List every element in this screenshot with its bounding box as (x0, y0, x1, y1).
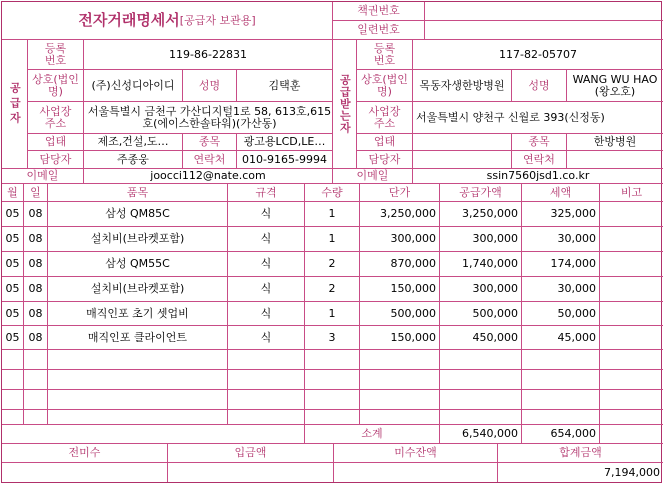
row-tax: 30,000 (522, 277, 600, 302)
row-spec (228, 390, 305, 410)
buyer-biz-type-label: 업태 (357, 134, 413, 151)
transaction-statement (1, 1, 662, 483)
row-qty (305, 350, 360, 370)
row-qty (305, 410, 360, 425)
row-qty: 1 (305, 227, 360, 252)
row-supply: 300,000 (440, 227, 522, 252)
buyer-item-label: 종목 (512, 134, 567, 151)
subtotal-label: 소계 (305, 425, 440, 444)
supplier-reg-no: 119-86-22831 (84, 40, 333, 70)
row-day: 08 (24, 252, 48, 277)
row-day (24, 350, 48, 370)
row-item-name: 삼성 QM55C (48, 252, 228, 277)
buyer-name-label: 상호(법인명) (357, 70, 413, 102)
row-unit-price (360, 350, 440, 370)
row-note (600, 202, 663, 227)
row-tax: 325,000 (522, 202, 600, 227)
row-day (24, 410, 48, 425)
row-supply: 500,000 (440, 302, 522, 326)
document-title (2, 2, 333, 40)
row-note (600, 227, 663, 252)
row-spec: 식 (228, 326, 305, 350)
row-day: 08 (24, 202, 48, 227)
row-spec: 식 (228, 277, 305, 302)
serial-no-label: 일련번호 (333, 21, 425, 40)
row-note (600, 350, 663, 370)
buyer-name: 목동자생한방병원 (413, 70, 512, 102)
buyer-side-label: 공급받는자 (333, 40, 357, 169)
supplier-contact-label: 연락처 (183, 151, 237, 169)
buyer-manager (413, 151, 512, 169)
row-unit-price: 150,000 (360, 326, 440, 350)
row-tax: 30,000 (522, 227, 600, 252)
buyer-email[interactable]: ssin7560jsd1.co.kr (413, 169, 663, 184)
buyer-reg-no-label: 등록번호 (357, 40, 413, 70)
buyer-rep-label: 성명 (512, 70, 567, 102)
buyer-contact (567, 151, 663, 169)
row-qty (305, 370, 360, 390)
subtotal-blank (2, 425, 305, 444)
supplier-address-label: 사업장주소 (28, 102, 84, 134)
row-supply: 1,740,000 (440, 252, 522, 277)
row-item-name (48, 390, 228, 410)
supplier-item: 광고용LCD,LE… (237, 134, 333, 151)
unpaid-value (334, 463, 498, 482)
row-note (600, 370, 663, 390)
row-month: 05 (2, 227, 24, 252)
row-day (24, 390, 48, 410)
row-item-name: 설치비(브라켓포함) (48, 227, 228, 252)
row-spec (228, 350, 305, 370)
row-tax: 174,000 (522, 252, 600, 277)
buyer-manager-label: 담당자 (357, 151, 413, 169)
row-item-name: 매직인포 클라이언트 (48, 326, 228, 350)
row-month: 05 (2, 326, 24, 350)
row-spec: 식 (228, 227, 305, 252)
row-spec: 식 (228, 302, 305, 326)
subtotal-tax: 654,000 (522, 425, 600, 444)
row-note (600, 326, 663, 350)
serial-no-value (425, 21, 663, 40)
row-spec (228, 410, 305, 425)
row-unit-price: 3,250,000 (360, 202, 440, 227)
row-month: 05 (2, 202, 24, 227)
row-qty: 3 (305, 326, 360, 350)
col-tax-header: 세액 (522, 184, 600, 202)
col-note-header: 비고 (600, 184, 663, 202)
row-tax: 45,000 (522, 326, 600, 350)
row-supply: 450,000 (440, 326, 522, 350)
row-month (2, 410, 24, 425)
supplier-reg-no-label: 등록번호 (28, 40, 84, 70)
col-unit-price-header: 단가 (360, 184, 440, 202)
row-spec: 식 (228, 252, 305, 277)
row-item-name (48, 410, 228, 425)
row-tax: 50,000 (522, 302, 600, 326)
book-no-label: 책권번호 (333, 2, 425, 21)
row-spec: 식 (228, 202, 305, 227)
row-day: 08 (24, 302, 48, 326)
row-item-name (48, 370, 228, 390)
row-item-name: 설치비(브라켓포함) (48, 277, 228, 302)
row-note (600, 252, 663, 277)
row-day (24, 370, 48, 390)
col-item-header: 품목 (48, 184, 228, 202)
row-spec (228, 370, 305, 390)
supplier-side-label: 공급자 (2, 40, 28, 169)
supplier-rep-label: 성명 (183, 70, 237, 102)
row-supply: 3,250,000 (440, 202, 522, 227)
supplier-rep: 김택훈 (237, 70, 333, 102)
row-qty: 2 (305, 252, 360, 277)
buyer-address-label: 사업장주소 (357, 102, 413, 134)
row-month: 05 (2, 277, 24, 302)
row-note (600, 390, 663, 410)
row-supply (440, 370, 522, 390)
deposit-value (168, 463, 334, 482)
row-qty (305, 390, 360, 410)
row-qty: 1 (305, 302, 360, 326)
row-supply (440, 390, 522, 410)
supplier-manager-label: 담당자 (28, 151, 84, 169)
buyer-item: 한방병원 (567, 134, 663, 151)
supplier-item-label: 종목 (183, 134, 237, 151)
col-qty-header: 수량 (305, 184, 360, 202)
subtotal-supply: 6,540,000 (440, 425, 522, 444)
row-month: 05 (2, 252, 24, 277)
row-supply (440, 350, 522, 370)
row-tax (522, 410, 600, 425)
buyer-contact-label: 연락처 (512, 151, 567, 169)
deposit-label: 입금액 (168, 444, 334, 463)
row-supply: 300,000 (440, 277, 522, 302)
book-no-value (425, 2, 663, 21)
col-month-header: 월 (2, 184, 24, 202)
row-day: 08 (24, 277, 48, 302)
row-unit-price: 870,000 (360, 252, 440, 277)
row-day: 08 (24, 227, 48, 252)
row-month (2, 370, 24, 390)
row-unit-price (360, 370, 440, 390)
row-month (2, 350, 24, 370)
row-month (2, 390, 24, 410)
prev-balance-value (2, 463, 168, 482)
supplier-biz-type-label: 업태 (28, 134, 84, 151)
supplier-address: 서울특별시 금천구 가산디지털1로 58, 613호,615호(에이스한솔타워)(가산동) (84, 102, 333, 134)
row-tax (522, 390, 600, 410)
supplier-email[interactable]: joocci112@nate.com (84, 169, 333, 184)
buyer-biz-type (413, 134, 512, 151)
col-day-header: 일 (24, 184, 48, 202)
row-unit-price (360, 410, 440, 425)
buyer-reg-no: 117-82-05707 (413, 40, 663, 70)
title-text: 전자거래명세서 (78, 10, 180, 29)
subtotal-note (600, 425, 663, 444)
row-note (600, 302, 663, 326)
total-label: 합계금액 (498, 444, 663, 463)
buyer-email-label: 이메일 (333, 169, 413, 184)
row-item-name: 삼성 QM85C (48, 202, 228, 227)
row-tax (522, 350, 600, 370)
title-subtitle: [공급자 보관용] (179, 13, 256, 27)
row-note (600, 410, 663, 425)
total-value: 7,194,000 (604, 465, 660, 479)
row-note (600, 277, 663, 302)
row-unit-price: 150,000 (360, 277, 440, 302)
row-qty: 1 (305, 202, 360, 227)
supplier-biz-type: 제조,건설,도… (84, 134, 183, 151)
col-spec-header: 규격 (228, 184, 305, 202)
row-unit-price: 500,000 (360, 302, 440, 326)
supplier-contact: 010-9165-9994 (237, 151, 333, 169)
row-month: 05 (2, 302, 24, 326)
prev-balance-label: 전미수 (2, 444, 168, 463)
row-supply (440, 410, 522, 425)
row-unit-price: 300,000 (360, 227, 440, 252)
buyer-rep: WANG WU HAO(왕오호) (567, 70, 663, 102)
supplier-manager: 주종웅 (84, 151, 183, 169)
row-item-name (48, 350, 228, 370)
supplier-name-label: 상호(법인명) (28, 70, 84, 102)
row-item-name: 매직인포 초기 셋업비 (48, 302, 228, 326)
supplier-email-label: 이메일 (2, 169, 84, 184)
supplier-name: (주)신성디아이디 (84, 70, 183, 102)
row-day: 08 (24, 326, 48, 350)
unpaid-label: 미수잔액 (334, 444, 498, 463)
col-supply-header: 공급가액 (440, 184, 522, 202)
row-tax (522, 370, 600, 390)
row-qty: 2 (305, 277, 360, 302)
row-unit-price (360, 390, 440, 410)
buyer-address: 서울특별시 양천구 신월로 393(신정동) (413, 102, 663, 134)
